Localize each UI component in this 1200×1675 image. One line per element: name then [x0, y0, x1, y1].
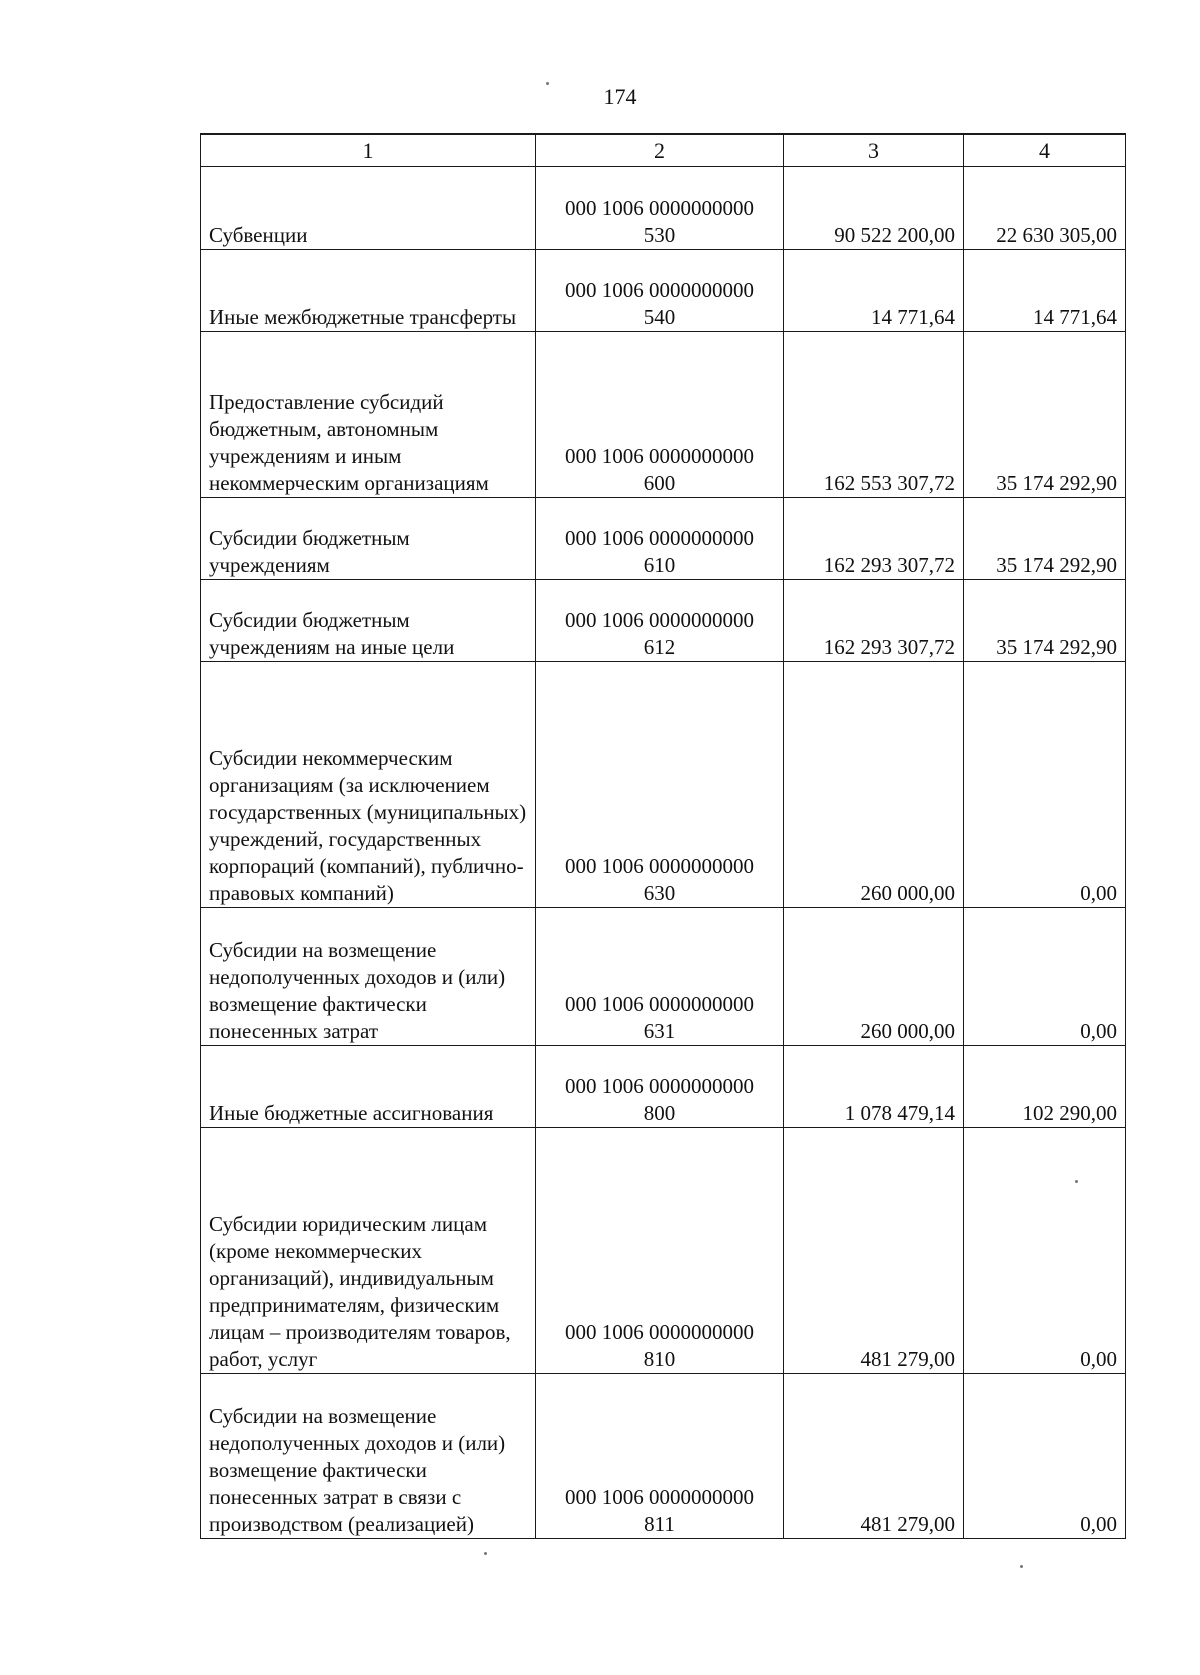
scan-speck: [1020, 1565, 1023, 1568]
table-row: [201, 498, 1126, 580]
row-value-col3: 260 000,00: [784, 662, 964, 908]
code-main: 000 1006 0000000000: [565, 992, 754, 1016]
row-value-col4: 0,00: [964, 1128, 1126, 1374]
code-suffix: 810: [643, 1347, 676, 1371]
scan-speck: [1075, 1180, 1078, 1183]
row-value-col3: 481 279,00: [784, 1128, 964, 1374]
row-code: [536, 908, 784, 1046]
row-code: [536, 498, 784, 580]
table-row: [201, 580, 1126, 662]
row-code: [536, 1374, 784, 1539]
row-value-col3: 14 771,64: [784, 250, 964, 332]
table-row: [201, 1128, 1126, 1374]
code-main: 000 1006 0000000000: [565, 278, 754, 302]
row-value-col4: 22 630 305,00: [964, 167, 1126, 250]
code-main: 000 1006 0000000000: [565, 444, 754, 468]
table-row: [201, 908, 1126, 1046]
code-main: 000 1006 0000000000: [565, 1320, 754, 1344]
row-code: [536, 580, 784, 662]
code-suffix: 612: [643, 635, 676, 659]
table-row: [201, 1374, 1126, 1539]
row-value-col3: 260 000,00: [784, 908, 964, 1046]
code-suffix: 800: [643, 1101, 676, 1125]
page-number: 174: [603, 84, 637, 109]
row-name: Иные межбюджетные трансферты: [201, 250, 536, 332]
row-code: [536, 1128, 784, 1374]
row-name: Иные бюджетные ассигнования: [201, 1046, 536, 1128]
row-value-col4: 102 290,00: [964, 1046, 1126, 1128]
row-name: Субсидии бюджетным учреждениям на иные цели: [201, 580, 536, 662]
row-value-col4: 14 771,64: [964, 250, 1126, 332]
row-name: Субсидии юридическим лицам (кроме некоммерческих организаций), индивидуальным предпринимателям, физическим лицам – производителям товаров, работ, услуг: [201, 1128, 536, 1374]
row-name: Субсидии некоммерческим организациям (за исключением государственных (муниципальных) учреждений, государственных корпораций (компаний), публично-правовых компаний): [201, 662, 536, 908]
code-suffix: 540: [643, 305, 676, 329]
column-header-2: 2: [536, 134, 784, 167]
row-code: [536, 250, 784, 332]
code-main: 000 1006 0000000000: [565, 1074, 754, 1098]
code-suffix: 610: [643, 553, 676, 577]
budget-table: [200, 133, 1126, 1539]
row-value-col3: 90 522 200,00: [784, 167, 964, 250]
row-value-col4: 0,00: [964, 908, 1126, 1046]
code-suffix: 530: [643, 223, 676, 247]
row-value-col4: 0,00: [964, 662, 1126, 908]
row-name: Субвенции: [201, 167, 536, 250]
row-name: Субсидии на возмещение недополученных доходов и (или) возмещение фактически понесенных затрат: [201, 908, 536, 1046]
row-value-col3: 1 078 479,14: [784, 1046, 964, 1128]
code-suffix: 630: [643, 881, 676, 905]
row-name: Субсидии на возмещение недополученных доходов и (или) возмещение фактически понесенных затрат в связи с производством (реализацией): [201, 1374, 536, 1539]
row-value-col3: 481 279,00: [784, 1374, 964, 1539]
column-header-4: 4: [964, 134, 1126, 167]
column-header-3: 3: [784, 134, 964, 167]
row-value-col3: 162 553 307,72: [784, 332, 964, 498]
row-code: [536, 1046, 784, 1128]
row-value-col4: 35 174 292,90: [964, 332, 1126, 498]
code-suffix: 600: [643, 471, 676, 495]
code-main: 000 1006 0000000000: [565, 196, 754, 220]
row-value-col4: 35 174 292,90: [964, 498, 1126, 580]
table-row: [201, 167, 1126, 250]
table-row: [201, 332, 1126, 498]
code-main: 000 1006 0000000000: [565, 608, 754, 632]
code-suffix: 631: [643, 1019, 676, 1043]
scan-speck: [484, 1552, 487, 1555]
code-main: 000 1006 0000000000: [565, 854, 754, 878]
table-row: [201, 250, 1126, 332]
row-value-col3: 162 293 307,72: [784, 580, 964, 662]
row-name: Предоставление субсидий бюджетным, автономным учреждениям и иным некоммерческим организациям: [201, 332, 536, 498]
row-name: Субсидии бюджетным учреждениям: [201, 498, 536, 580]
row-value-col3: 162 293 307,72: [784, 498, 964, 580]
table-row: [201, 662, 1126, 908]
row-code: [536, 332, 784, 498]
column-header-1: 1: [201, 134, 536, 167]
code-main: 000 1006 0000000000: [565, 526, 754, 550]
row-code: [536, 662, 784, 908]
table-header-row: [201, 134, 1126, 167]
code-suffix: 811: [644, 1512, 675, 1536]
table-row: [201, 1046, 1126, 1128]
row-value-col4: 35 174 292,90: [964, 580, 1126, 662]
code-main: 000 1006 0000000000: [565, 1485, 754, 1509]
row-code: [536, 167, 784, 250]
scan-speck: [546, 82, 549, 85]
row-value-col4: 0,00: [964, 1374, 1126, 1539]
